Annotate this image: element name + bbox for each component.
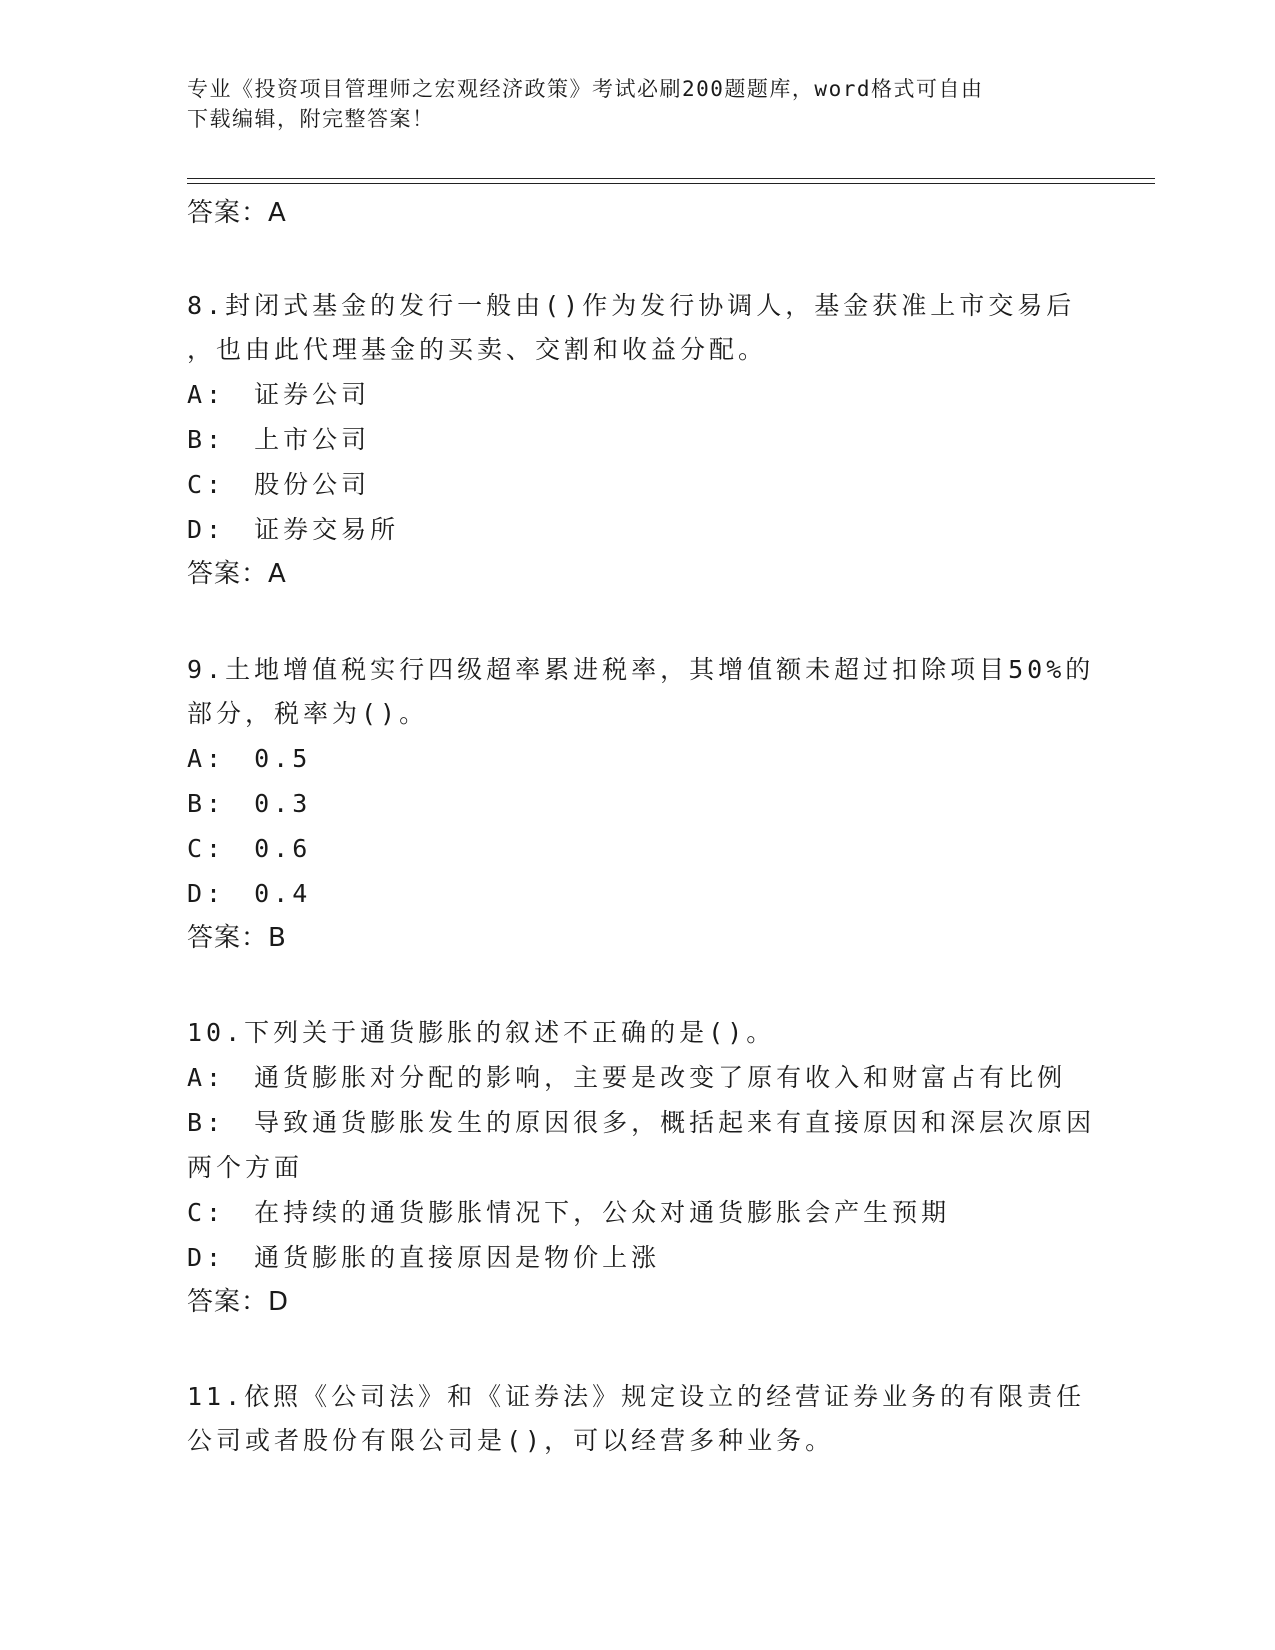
option-line: A: 证券公司 — [187, 380, 371, 409]
option-line: B: 导致通货膨胀发生的原因很多，概括起来有直接原因和深层次原因 — [187, 1108, 1096, 1137]
option-line: B: 上市公司 — [187, 425, 371, 454]
question-line: 10.下列关于通货膨胀的叙述不正确的是()。 — [187, 1018, 776, 1047]
answer-line: 答案：A — [187, 559, 287, 589]
document-header — [187, 74, 1067, 134]
answer-line: 答案：A — [187, 198, 287, 228]
option-line: C: 股份公司 — [187, 470, 371, 499]
option-line: A: 通货膨胀对分配的影响，主要是改变了原有收入和财富占有比例 — [187, 1063, 1067, 1092]
option-line: C: 在持续的通货膨胀情况下，公众对通货膨胀会产生预期 — [187, 1198, 951, 1227]
header-divider-top — [187, 178, 1155, 179]
question-line: 8.封闭式基金的发行一般由()作为发行协调人，基金获准上市交易后 — [187, 291, 1076, 320]
option-line: D: 通货膨胀的直接原因是物价上涨 — [187, 1243, 661, 1272]
option-line: C: 0.6 — [187, 834, 312, 863]
option-line: 两个方面 — [187, 1153, 304, 1182]
header-line-1: 专业《投资项目管理师之宏观经济政策》考试必刷200题题库，word格式可自由 — [187, 77, 984, 101]
answer-line: 答案：B — [187, 923, 287, 953]
option-line: D: 0.4 — [187, 879, 312, 908]
question-line: 公司或者股份有限公司是()，可以经营多种业务。 — [187, 1426, 835, 1455]
option-line: B: 0.3 — [187, 789, 312, 818]
option-line: A: 0.5 — [187, 744, 312, 773]
header-divider-bottom — [187, 183, 1155, 184]
question-line: 9.土地增值税实行四级超率累进税率，其增值额未超过扣除项目50%的 — [187, 655, 1095, 684]
question-line: ，也由此代理基金的买卖、交割和收益分配。 — [187, 335, 768, 364]
answer-line: 答案：D — [187, 1287, 290, 1317]
question-line: 部分，税率为()。 — [187, 699, 429, 728]
header-line-2: 下载编辑，附完整答案！ — [187, 107, 435, 131]
option-line: D: 证券交易所 — [187, 515, 400, 544]
question-line: 11.依照《公司法》和《证券法》规定设立的经营证券业务的有限责任 — [187, 1382, 1086, 1411]
